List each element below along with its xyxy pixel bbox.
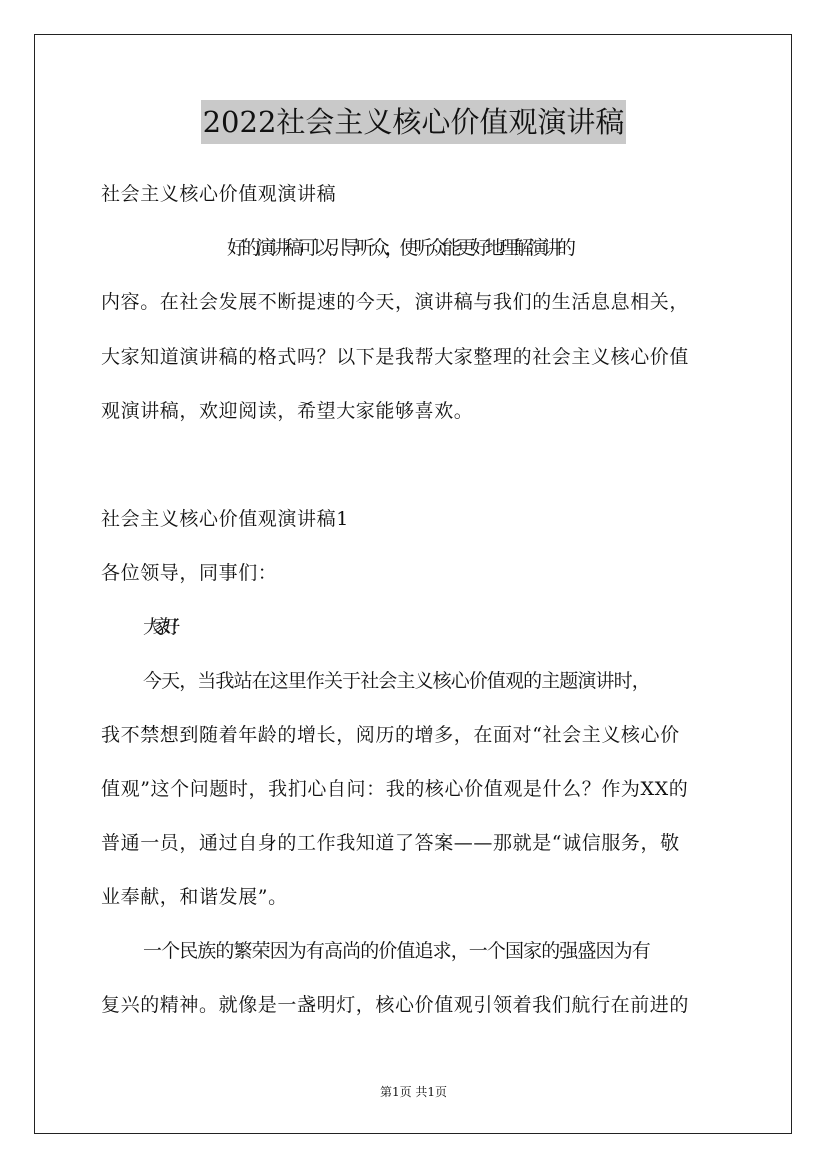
paragraph-line: 一个民族的繁荣因为有高尚的价值追求，一个国家的强盛因为有 — [143, 940, 650, 962]
section-heading: 社会主义核心价值观演讲稿1 — [101, 508, 349, 530]
paragraph-line: 我不禁想到随着年龄的增长，阅历的增多，在面对“社会主义核心价 — [101, 724, 680, 746]
greeting: 大家好！ — [143, 616, 180, 638]
paragraph-line: 今天，当我站在这里作关于社会主义核心价值观的主题演讲时， — [143, 670, 650, 692]
intro-line: 内容。在社会发展不断提速的今天，演讲稿与我们的生活息息相关， — [101, 291, 690, 313]
document-title: 2022社会主义核心价值观演讲稿 — [201, 100, 627, 144]
intro-line: 好的演讲稿可以引导听众，使听众能更好地理解演讲的 — [227, 237, 572, 259]
paragraph-line: 值观”这个问题时，我扪心自问：我的核心价值观是什么？作为XX的 — [101, 778, 689, 800]
intro-line: 大家知道演讲稿的格式吗？以下是我帮大家整理的社会主义核心价值 — [101, 346, 690, 368]
page-footer: 第1页 共1页 — [379, 1085, 448, 1099]
salutation: 各位领导，同事们： — [101, 562, 278, 584]
paragraph-line: 业奉献，和谐发展”。 — [101, 886, 288, 908]
paragraph-line: 复兴的精神。就像是一盏明灯，核心价值观引领着我们航行在前进的 — [101, 994, 690, 1016]
subtitle: 社会主义核心价值观演讲稿 — [101, 183, 337, 205]
paragraph-line: 普通一员，通过自身的工作我知道了答案——那就是“诚信服务，敬 — [101, 832, 680, 854]
title-container — [0, 100, 827, 144]
intro-line: 观演讲稿，欢迎阅读，希望大家能够喜欢。 — [101, 400, 474, 422]
